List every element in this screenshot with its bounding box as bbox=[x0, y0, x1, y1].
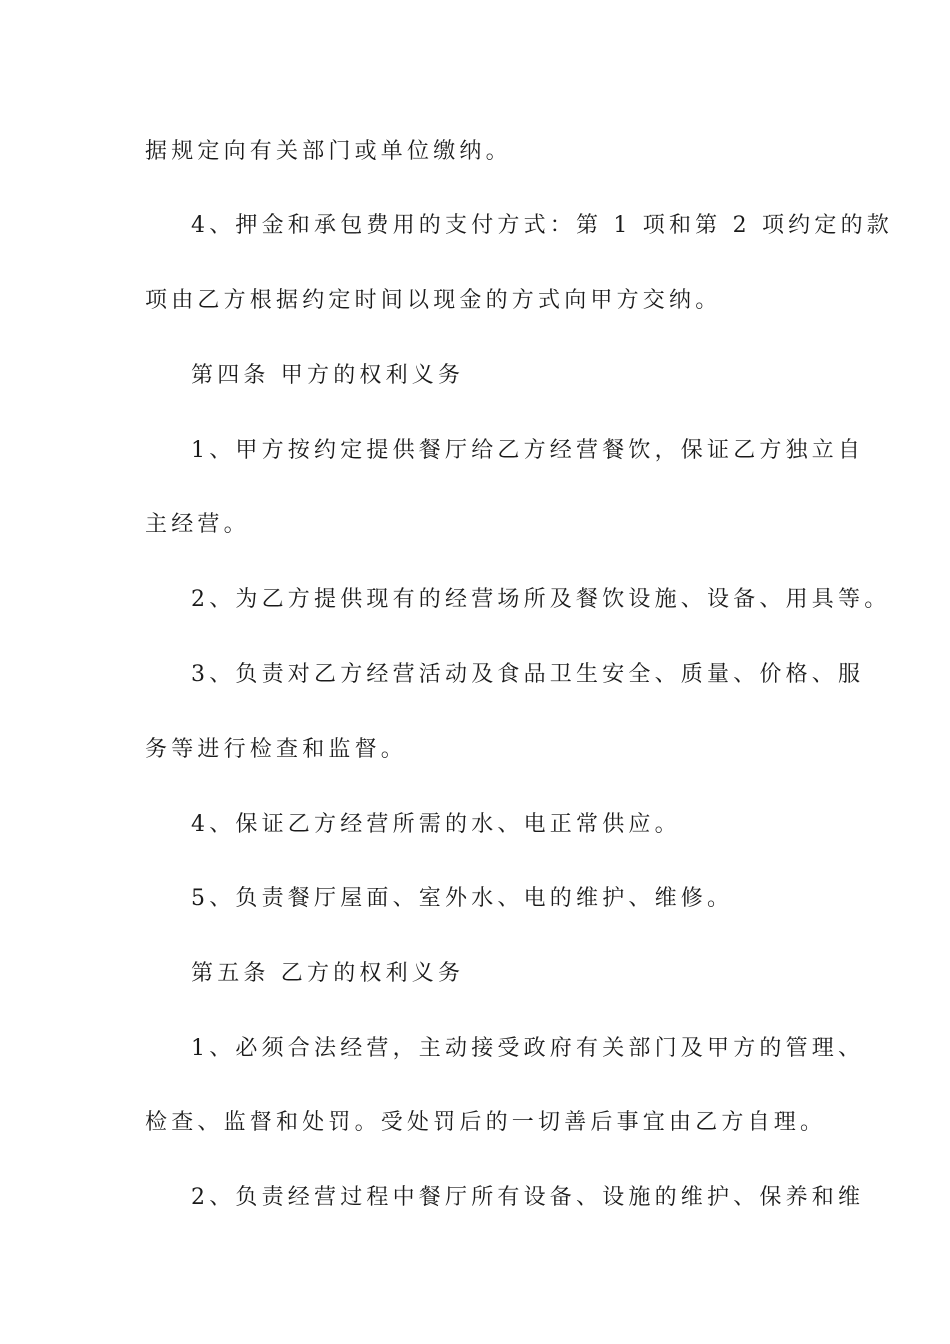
text-line: 2、负责经营过程中餐厅所有设备、设施的维护、保养和维 bbox=[191, 1185, 865, 1210]
text-line: 1、甲方按约定提供餐厅给乙方经营餐饮，保证乙方独立自 bbox=[191, 438, 865, 463]
section-heading: 第四条 甲方的权利义务 bbox=[191, 363, 465, 388]
text-line: 主经营。 bbox=[145, 512, 250, 537]
text-line: 项由乙方根据约定时间以现金的方式向甲方交纳。 bbox=[145, 288, 722, 313]
text-line: 检查、监督和处罚。受处罚后的一切善后事宜由乙方自理。 bbox=[145, 1110, 827, 1135]
text-line: 3、负责对乙方经营活动及食品卫生安全、质量、价格、服 bbox=[191, 662, 865, 687]
text-line: 5、负责餐厅屋面、室外水、电的维护、维修。 bbox=[191, 886, 734, 911]
text-line: 2、为乙方提供现有的经营场所及餐饮设施、设备、用具等。 bbox=[191, 587, 891, 612]
text-line: 4、保证乙方经营所需的水、电正常供应。 bbox=[191, 812, 681, 837]
section-heading: 第五条 乙方的权利义务 bbox=[191, 961, 465, 986]
text-line: 务等进行检查和监督。 bbox=[145, 737, 408, 762]
text-line: 据规定向有关部门或单位缴纳。 bbox=[145, 139, 512, 164]
text-line: 1、必须合法经营，主动接受政府有关部门及甲方的管理、 bbox=[191, 1036, 865, 1061]
text-line: 4、押金和承包费用的支付方式：第 1 项和第 2 项约定的款 bbox=[191, 213, 893, 238]
